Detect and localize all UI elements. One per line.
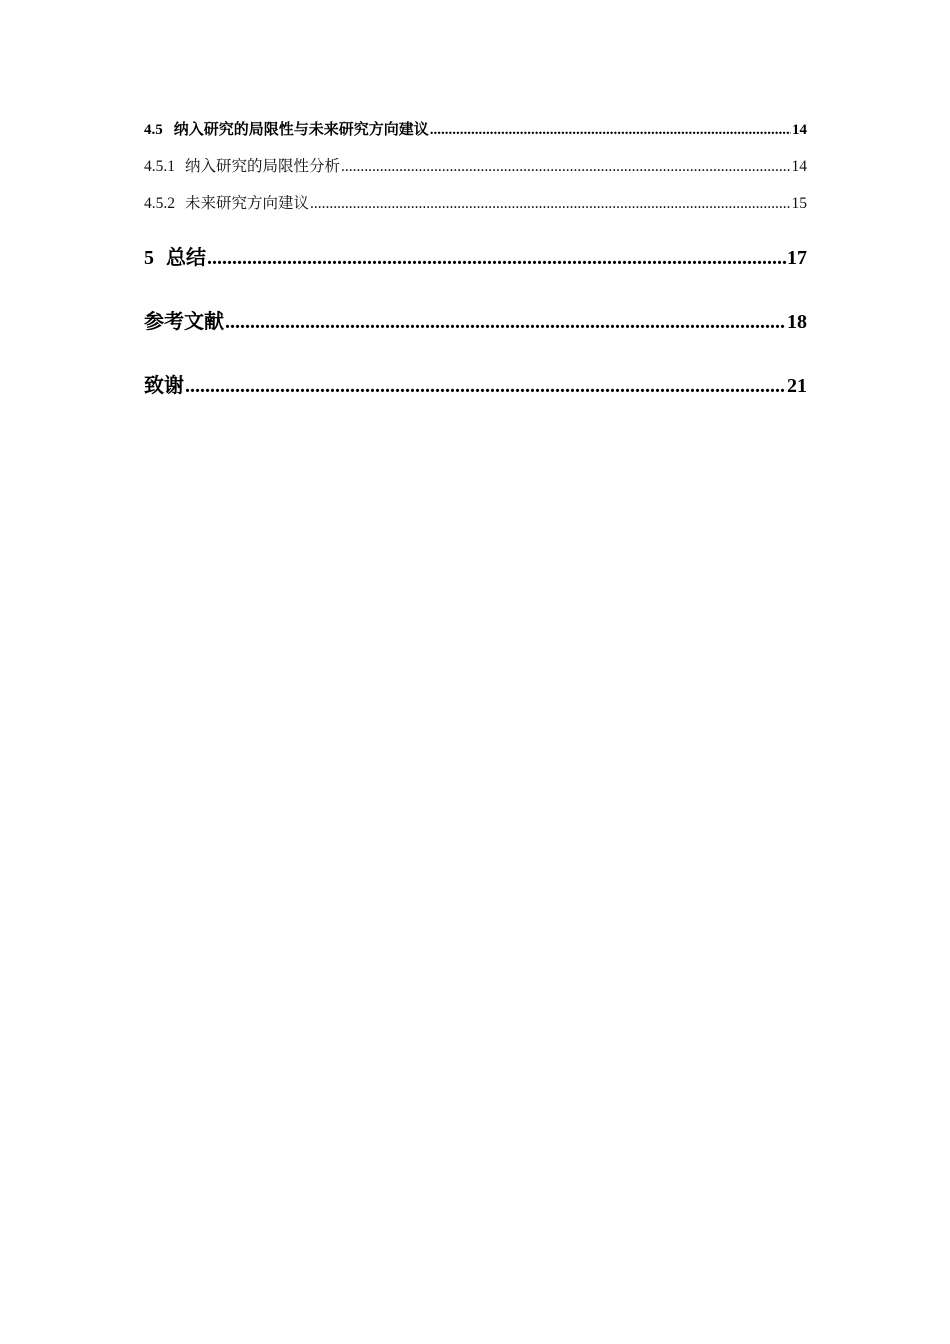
toc-entry-page: 14	[791, 158, 807, 175]
toc-entry-page: 18	[787, 311, 807, 333]
toc-entry-title: 总结	[166, 247, 206, 269]
toc-entry-page: 15	[791, 195, 807, 212]
toc-entry-references[interactable]	[144, 290, 807, 354]
toc-entry-number: 4.5.2	[144, 195, 175, 212]
toc-entry-chapter-5[interactable]	[144, 226, 807, 290]
toc-entry-number: 4.5	[144, 122, 163, 138]
toc-entry-page: 17	[787, 247, 807, 269]
toc-entry-page: 14	[792, 122, 807, 138]
toc-dot-leader	[310, 185, 790, 222]
toc-entry-4-5-1[interactable]	[144, 148, 807, 185]
toc-dot-leader	[185, 354, 786, 418]
toc-entry-title: 纳入研究的局限性分析	[185, 158, 341, 175]
toc-entry-number: 4.5.1	[144, 158, 175, 175]
toc-entry-number: 5	[144, 247, 154, 269]
toc-entry-title: 未来研究方向建议	[185, 195, 310, 212]
toc-entry-4-5[interactable]	[144, 112, 807, 148]
toc-entry-title: 纳入研究的局限性与未来研究方向建议	[173, 122, 429, 138]
toc-dot-leader	[225, 290, 786, 354]
toc-entry-title: 致谢	[144, 375, 184, 397]
toc-entry-page: 21	[787, 375, 807, 397]
table-of-contents	[144, 112, 807, 418]
toc-dot-leader	[207, 226, 786, 290]
toc-dot-leader	[430, 112, 791, 148]
toc-entry-title: 参考文献	[144, 311, 224, 333]
toc-dot-leader	[341, 148, 790, 185]
toc-entry-acknowledgements[interactable]	[144, 354, 807, 418]
toc-entry-4-5-2[interactable]	[144, 185, 807, 222]
